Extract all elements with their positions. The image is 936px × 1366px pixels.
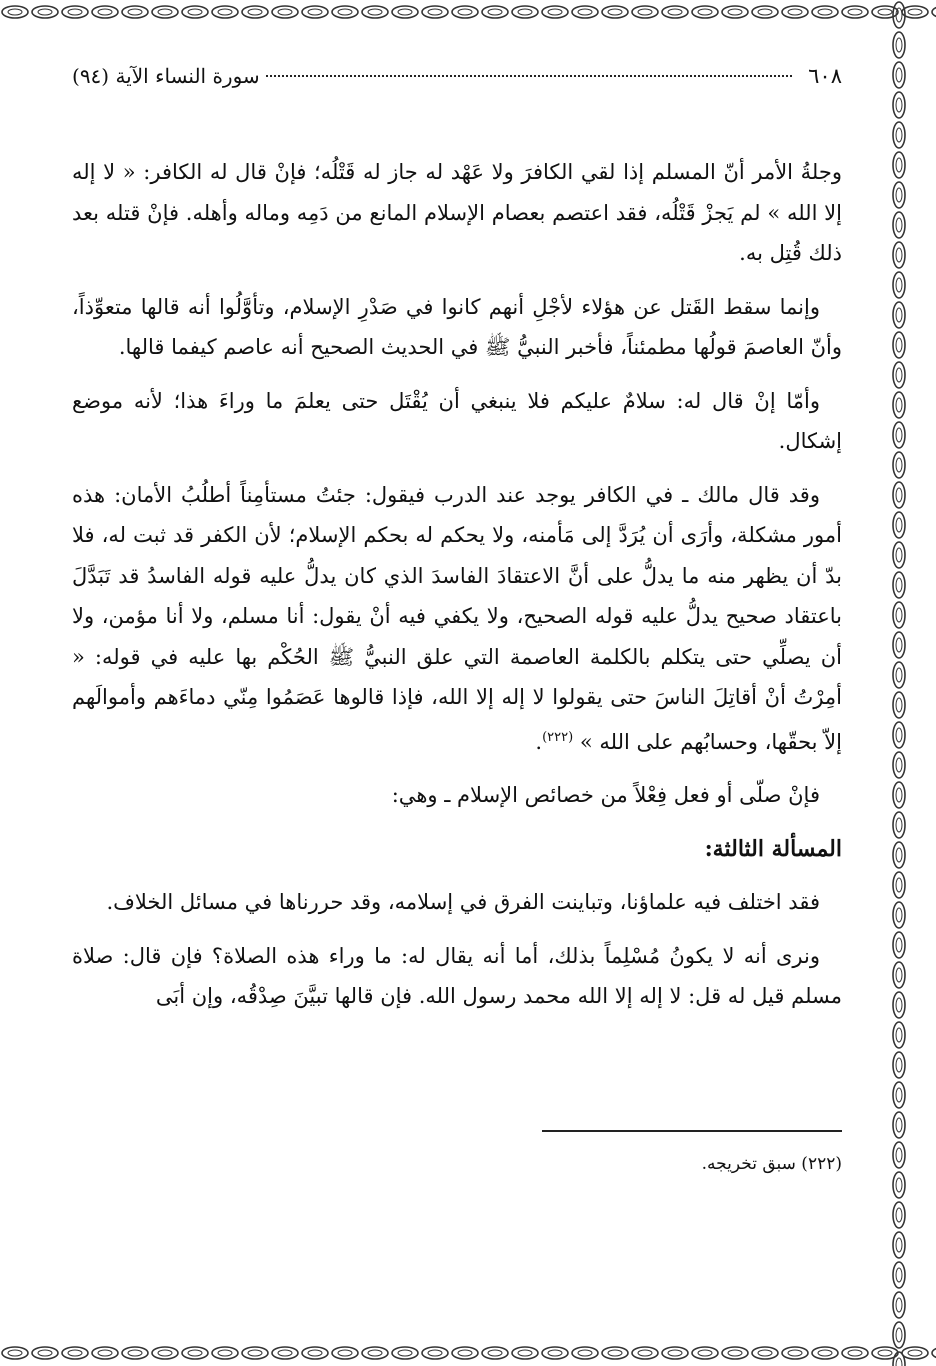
paragraph: وجلةُ الأمر أنّ المسلم إذا لقي الكافرَ ولا عَهْد له جاز له قَتْلُه؛ فإنْ قال له الكافر: « لا إله إلا الله » لم يَجزْ قَتْلُه، فقد اعتصم بعصام الإسلام المانع من دَمِه وماله وأهله. فإنْ قتله بعد ذلك قُتِل به.: [72, 160, 843, 265]
paragraph-text: وقد قال مالك ـ في الكافر يوجد عند الدرب فيقول: جئتُ مستأمِناً أطلُبُ الأمان: هذه أمور مشكلة، وأرَى أن يُرَدَّ إلى مَأمنه، ولا يحكم له بحكم الإسلام؛ لأن الكفر قد ثبت له، فلا بدّ أن يظهر منه ما يدلُّ على أنَّ الاعتقادَ الفاسدَ الذي كان يدلُّ عليه قوله الفاسدُ قد تَبَدَّلَ باعتقاد صحيح يدلُّ عليه قوله الصحيح، ولا يكفي فيه أنْ يقول: أنا مسلم، ولا أنا مؤمن، ولا أن يصلِّي حتى يتكلم بالكلمة العاصمة التي علق النبيُّ ﷺ الحُكْم بها عليه في قوله: « أمِرْتُ أنْ أقاتِلَ الناسَ حتى يقولوا لا إله إلا الله، فإذا قالوها عَصَمُوا مِنّي دماءَهم وأموالَهم إلاّ بحقّها، وحسابُهم على الله »: [72, 482, 842, 754]
book-page: [72, 60, 842, 1300]
footnote: (٢٢٢) سبق تخريجه.: [701, 1154, 842, 1174]
running-title: سورة النساء الآية (٩٤): [72, 64, 260, 88]
paragraph: فإنْ صلّى أو فعل فِعْلاً من خصائص الإسلام ـ وهي:: [391, 783, 820, 807]
paragraph-hadith: وقد قال مالك ـ في الكافر يوجد عند الدرب فيقول: جئتُ مستأمِناً أطلُبُ الأمان: هذه أمور مشكلة، وأرَى أن يُرَدَّ إلى مَأمنه، ولا يحكم له بحكم الإسلام؛ لأن الكفر قد ثبت له، فلا بدّ أن يظهر منه ما يدلُّ على أنَّ الاعتقادَ الفاسدَ الذي كان يدلُّ عليه قوله الفاسدُ قد تَبَدَّلَ باعتقاد صحيح يدلُّ عليه قوله الصحيح، ولا يكفي فيه أنْ يقول: أنا مسلم، ولا أنا مؤمن، ولا أن يصلِّي حتى يتكلم بالكلمة العاصمة التي علق النبيُّ ﷺ الحُكْم بها عليه في قوله: « أمِرْتُ أنْ أقاتِلَ الناسَ حتى يقولوا لا إله إلا الله، فإذا قالوها عَصَمُوا مِنّي دماءَهم وأموالَهم إلاّ بحقّها، وحسابُهم على الله » $^{(٢٢٢)}$.: [72, 482, 842, 754]
paragraph: وأمّا إنْ قال له: سلامٌ عليكم فلا ينبغي أن يُقْتَل حتى يعلمَ ما وراءَ هذا؛ لأنه موضع إشكال.: [72, 388, 842, 453]
header-dot-leader: [266, 75, 792, 77]
decorative-border-bottom: [0, 1340, 936, 1366]
page-header: [72, 64, 842, 98]
decorative-border-top: [0, 0, 936, 24]
decorative-border-right: [888, 0, 910, 1366]
paragraph: وإنما سقط القَتل عن هؤلاء لأجْلِ أنهم كانوا في صَدْرِ الإسلام، وتأوَّلُوا أنه قالها متعوِّذاً، وأنّ العاصمَ قولُها مطمئناً، فأخبر النبيُّ ﷺ في الحديث الصحيح أنه عاصم كيفما قالها.: [72, 294, 842, 359]
paragraph: فقد اختلف فيه علماؤنا، وتباينت الفرق في إسلامه، وقد حررناها في مسائل الخلاف.: [106, 890, 820, 914]
page-number: ٦٠٨: [808, 64, 842, 88]
footnote-reference: (٢٢٢): [542, 729, 574, 745]
section-heading: المسألة الثالثة:: [704, 835, 842, 862]
main-text: [72, 152, 842, 1030]
footnote-separator: [542, 1130, 842, 1132]
paragraph: ونرى أنه لا يكونُ مُسْلِماً بذلك، أما أنه يقال له: ما وراء هذه الصلاة؟ فإن قال: صلاة مسلم قيل له قل: لا إله إلا الله محمد رسول الله. فإن قالها تبيَّنَ صِدْقُه، وإن أبَى: [72, 943, 842, 1008]
